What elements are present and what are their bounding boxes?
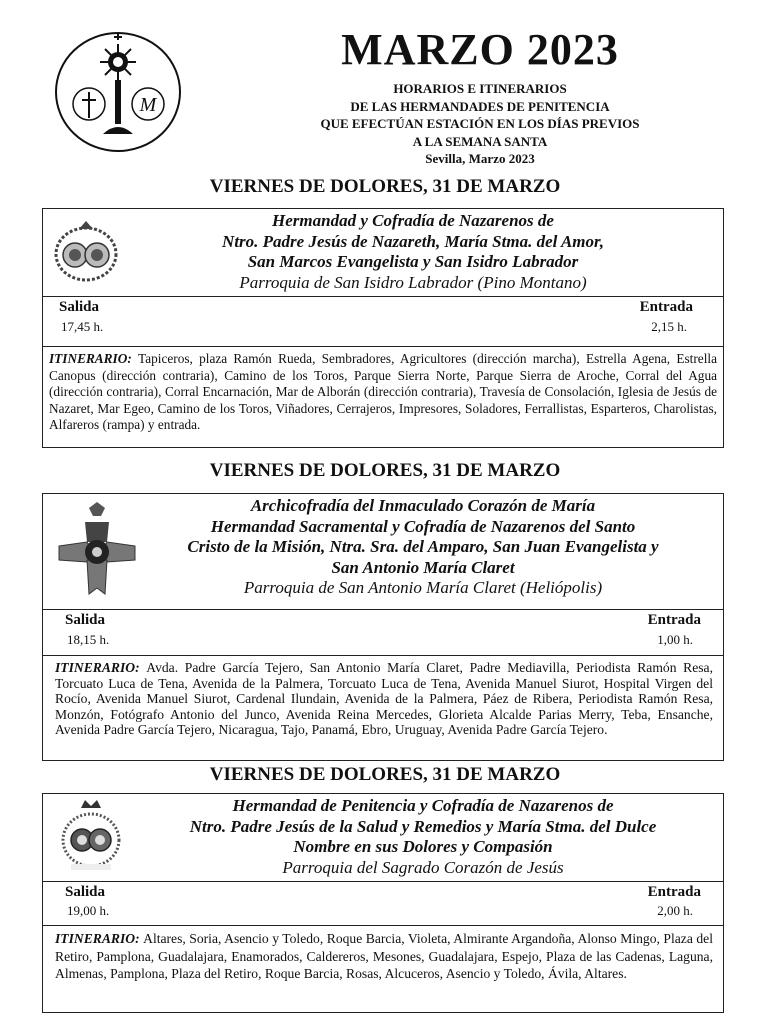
name-line: Nombre en sus Dolores y Compasión <box>293 837 553 856</box>
day-heading: VIERNES DE DOLORES, 31 DE MARZO <box>209 176 561 197</box>
brotherhood-card <box>42 208 724 448</box>
subtitle-line: HORARIOS E ITINERARIOS <box>393 81 567 96</box>
name-line: Ntro. Padre Jesús de la Salud y Remedios y María Stma. del Dulce <box>189 816 657 836</box>
salida-time: 19,00 h. <box>67 903 110 918</box>
brotherhood-emblem-icon <box>53 30 183 154</box>
name-line: Hermandad de Penitencia y Cofradía de Nazarenos de <box>232 796 614 815</box>
salida-label: Salida <box>59 299 100 315</box>
brotherhood-name <box>133 796 713 878</box>
card-header <box>43 794 723 882</box>
subtitle-line: A LA SEMANA SANTA <box>412 133 548 149</box>
card-header <box>43 494 723 610</box>
brotherhood-name <box>143 211 683 293</box>
name-line: Archicofradía del Inmaculado Corazón de María <box>250 496 596 515</box>
subtitle-date: Sevilla, Marzo 2023 <box>425 151 535 166</box>
brotherhood-card <box>42 793 724 1013</box>
entrada-label: Entrada <box>639 299 693 315</box>
page-title: MARZO 2023 <box>341 25 619 74</box>
salida-label: Salida <box>65 884 106 900</box>
schedule-row <box>43 882 723 926</box>
page-subtitle <box>240 80 720 168</box>
name-line: San Antonio María Claret <box>331 557 515 577</box>
card-header <box>43 209 723 297</box>
day-heading: VIERNES DE DOLORES, 31 DE MARZO <box>209 764 561 785</box>
parish-name: Parroquia de San Antonio María Claret (Heliópolis) <box>243 578 603 597</box>
brotherhood-name <box>133 496 713 599</box>
name-line: Ntro. Padre Jesús de Nazareth, María Stma. del Amor, <box>222 231 604 251</box>
cross-emblem-icon <box>57 502 137 600</box>
schedule-row <box>43 297 723 347</box>
itinerary: ITINERARIO: Avda. Padre García Tejero, San Antonio María Claret, Padre Mediavilla, Periodista Ramón Resa, Torcuato Luca de Tena, Avenida de la Palmera, Torcuato Luca de Tena, Avenida Manuel Siurot, Hospital Virgen del Rocío, Avenida Manuel Siurot, Cardenal Ilundain, Avenida de la Palmera, Páez de Ribera, Periodista Ramón Resa, Monzón, Fotógrafo Antonio del Junco, Avenida Reina Mercedes, Glorieta Alcalde Parias Merry, Teba, Ensanche, Avenida Padre García Tejero, Nicaragua, Tajo, Panamá, Ebro, Uruguay, Avenida Padre García Tejero. <box>55 660 713 737</box>
entrada-label: Entrada <box>647 612 701 628</box>
itinerary-text: Avda. Padre García Tejero, San Antonio María Claret, Padre Mediavilla, Periodista Ramón Resa, Torcuato Luca de Tena, Avenida de la Palmera, Torcuato Luca de Tena, Avenida Manuel Siurot, Hospital Virgen del Rocío, Avenida Manuel Siurot, Cardenal Ilundain, Avenida de la Palmera, Páez de Ribera, Periodista Ramón Resa, Monzón, Fotógrafo Antonio del Junco, Avenida Reina Mercedes, Glorieta Alcalde Parias Merry, Teba, Ensanche, Avenida Padre García Tejero, Nicaragua, Tajo, Panamá, Ebro, Uruguay, Avenida Padre García Tejero. <box>55 660 713 737</box>
name-line: Hermandad Sacramental y Cofradía de Nazarenos del Santo <box>210 516 636 536</box>
day-heading: VIERNES DE DOLORES, 31 DE MARZO <box>209 460 561 481</box>
itinerary: ITINERARIO: Altares, Soria, Asencio y Toledo, Roque Barcia, Violeta, Almirante Argandoña, Alonso Mingo, Plaza del Retiro, Pamplona, Guadalajara, Enamorados, Caldereros, Mesones, Guadalajara, Espejo, Plaza de las Cadenas, Laguna, Almenas, Pamplona, Plaza del Retiro, Roque Barcia, Rosas, Alcuceros, Asencio y Toledo, Ávila, Altares. <box>55 931 713 981</box>
itinerary-label: ITINERARIO <box>55 660 136 675</box>
salida-time: 18,15 h. <box>67 632 110 647</box>
schedule-row <box>43 610 723 656</box>
subtitle-line: DE LAS HERMANDADES DE PENITENCIA <box>350 98 610 114</box>
entrada-time: 1,00 h. <box>657 632 693 647</box>
salida-label: Salida <box>65 612 106 628</box>
itinerary-text: Altares, Soria, Asencio y Toledo, Roque Barcia, Violeta, Almirante Argandoña, Alonso Mingo, Plaza del Retiro, Pamplona, Guadalajara, Enamorados, Caldereros, Mesones, Guadalajara, Espejo, Plaza de las Cadenas, Laguna, Almenas, Pamplona, Plaza del Retiro, Roque Barcia, Rosas, Alcuceros, Asencio y Toledo, Ávila, Altares. <box>55 931 713 981</box>
entrada-time: 2,15 h. <box>651 319 687 334</box>
crowned-shield-icon <box>55 798 127 874</box>
parish-name: Parroquia del Sagrado Corazón de Jesús <box>282 857 564 877</box>
itinerary-label: ITINERARIO <box>49 351 128 366</box>
name-line: Cristo de la Misión, Ntra. Sra. del Amparo, San Juan Evangelista y <box>187 537 659 556</box>
entrada-time: 2,00 h. <box>657 903 693 918</box>
name-line: San Marcos Evangelista y San Isidro Labrador <box>247 252 579 271</box>
svg-text:M: M <box>139 94 157 116</box>
itinerary-text: Tapiceros, plaza Ramón Rueda, Sembradores, Agricultores (dirección marcha), Estrella Agena, Estrella Canopus (dirección contraria), Camino de los Toros, Parque Sierra Norte, Parque Sierra de Aroche, Corral del Agua (dirección contraria), Corral Encarnación, Mar de Alborán (dirección contraria), Travesía de Consolación, Iglesia de Jesús de Nazaret, Mar Egeo, Camino de los Toros, Viñadores, Cerrajeros, Impresores, Soladores, Ferrallistas, Esparteros, Charolistas, Alfareros (rampa) y entrada. <box>49 351 717 432</box>
itinerary-label: ITINERARIO <box>55 931 136 946</box>
parish-name: Parroquia de San Isidro Labrador (Pino Montano) <box>239 272 587 292</box>
brotherhood-card <box>42 493 724 761</box>
name-line: Hermandad y Cofradía de Nazarenos de <box>272 211 554 230</box>
entrada-label: Entrada <box>647 884 701 900</box>
salida-time: 17,45 h. <box>61 319 104 334</box>
brotherhood-shield-icon <box>51 217 121 287</box>
itinerary: ITINERARIO: Tapiceros, plaza Ramón Rueda, Sembradores, Agricultores (dirección marcha), Estrella Agena, Estrella Canopus (dirección contraria), Camino de los Toros, Parque Sierra Norte, Parque Sierra de Aroche, Corral del Agua (dirección contraria), Corral Encarnación, Mar de Alborán (dirección contraria), Travesía de Consolación, Iglesia de Jesús de Nazaret, Mar Egeo, Camino de los Toros, Viñadores, Cerrajeros, Impresores, Soladores, Ferrallistas, Esparteros, Charolistas, Alfareros (rampa) y entrada. <box>49 351 717 432</box>
subtitle-line: QUE EFECTÚAN ESTACIÓN EN LOS DÍAS PREVIOS <box>320 116 640 131</box>
